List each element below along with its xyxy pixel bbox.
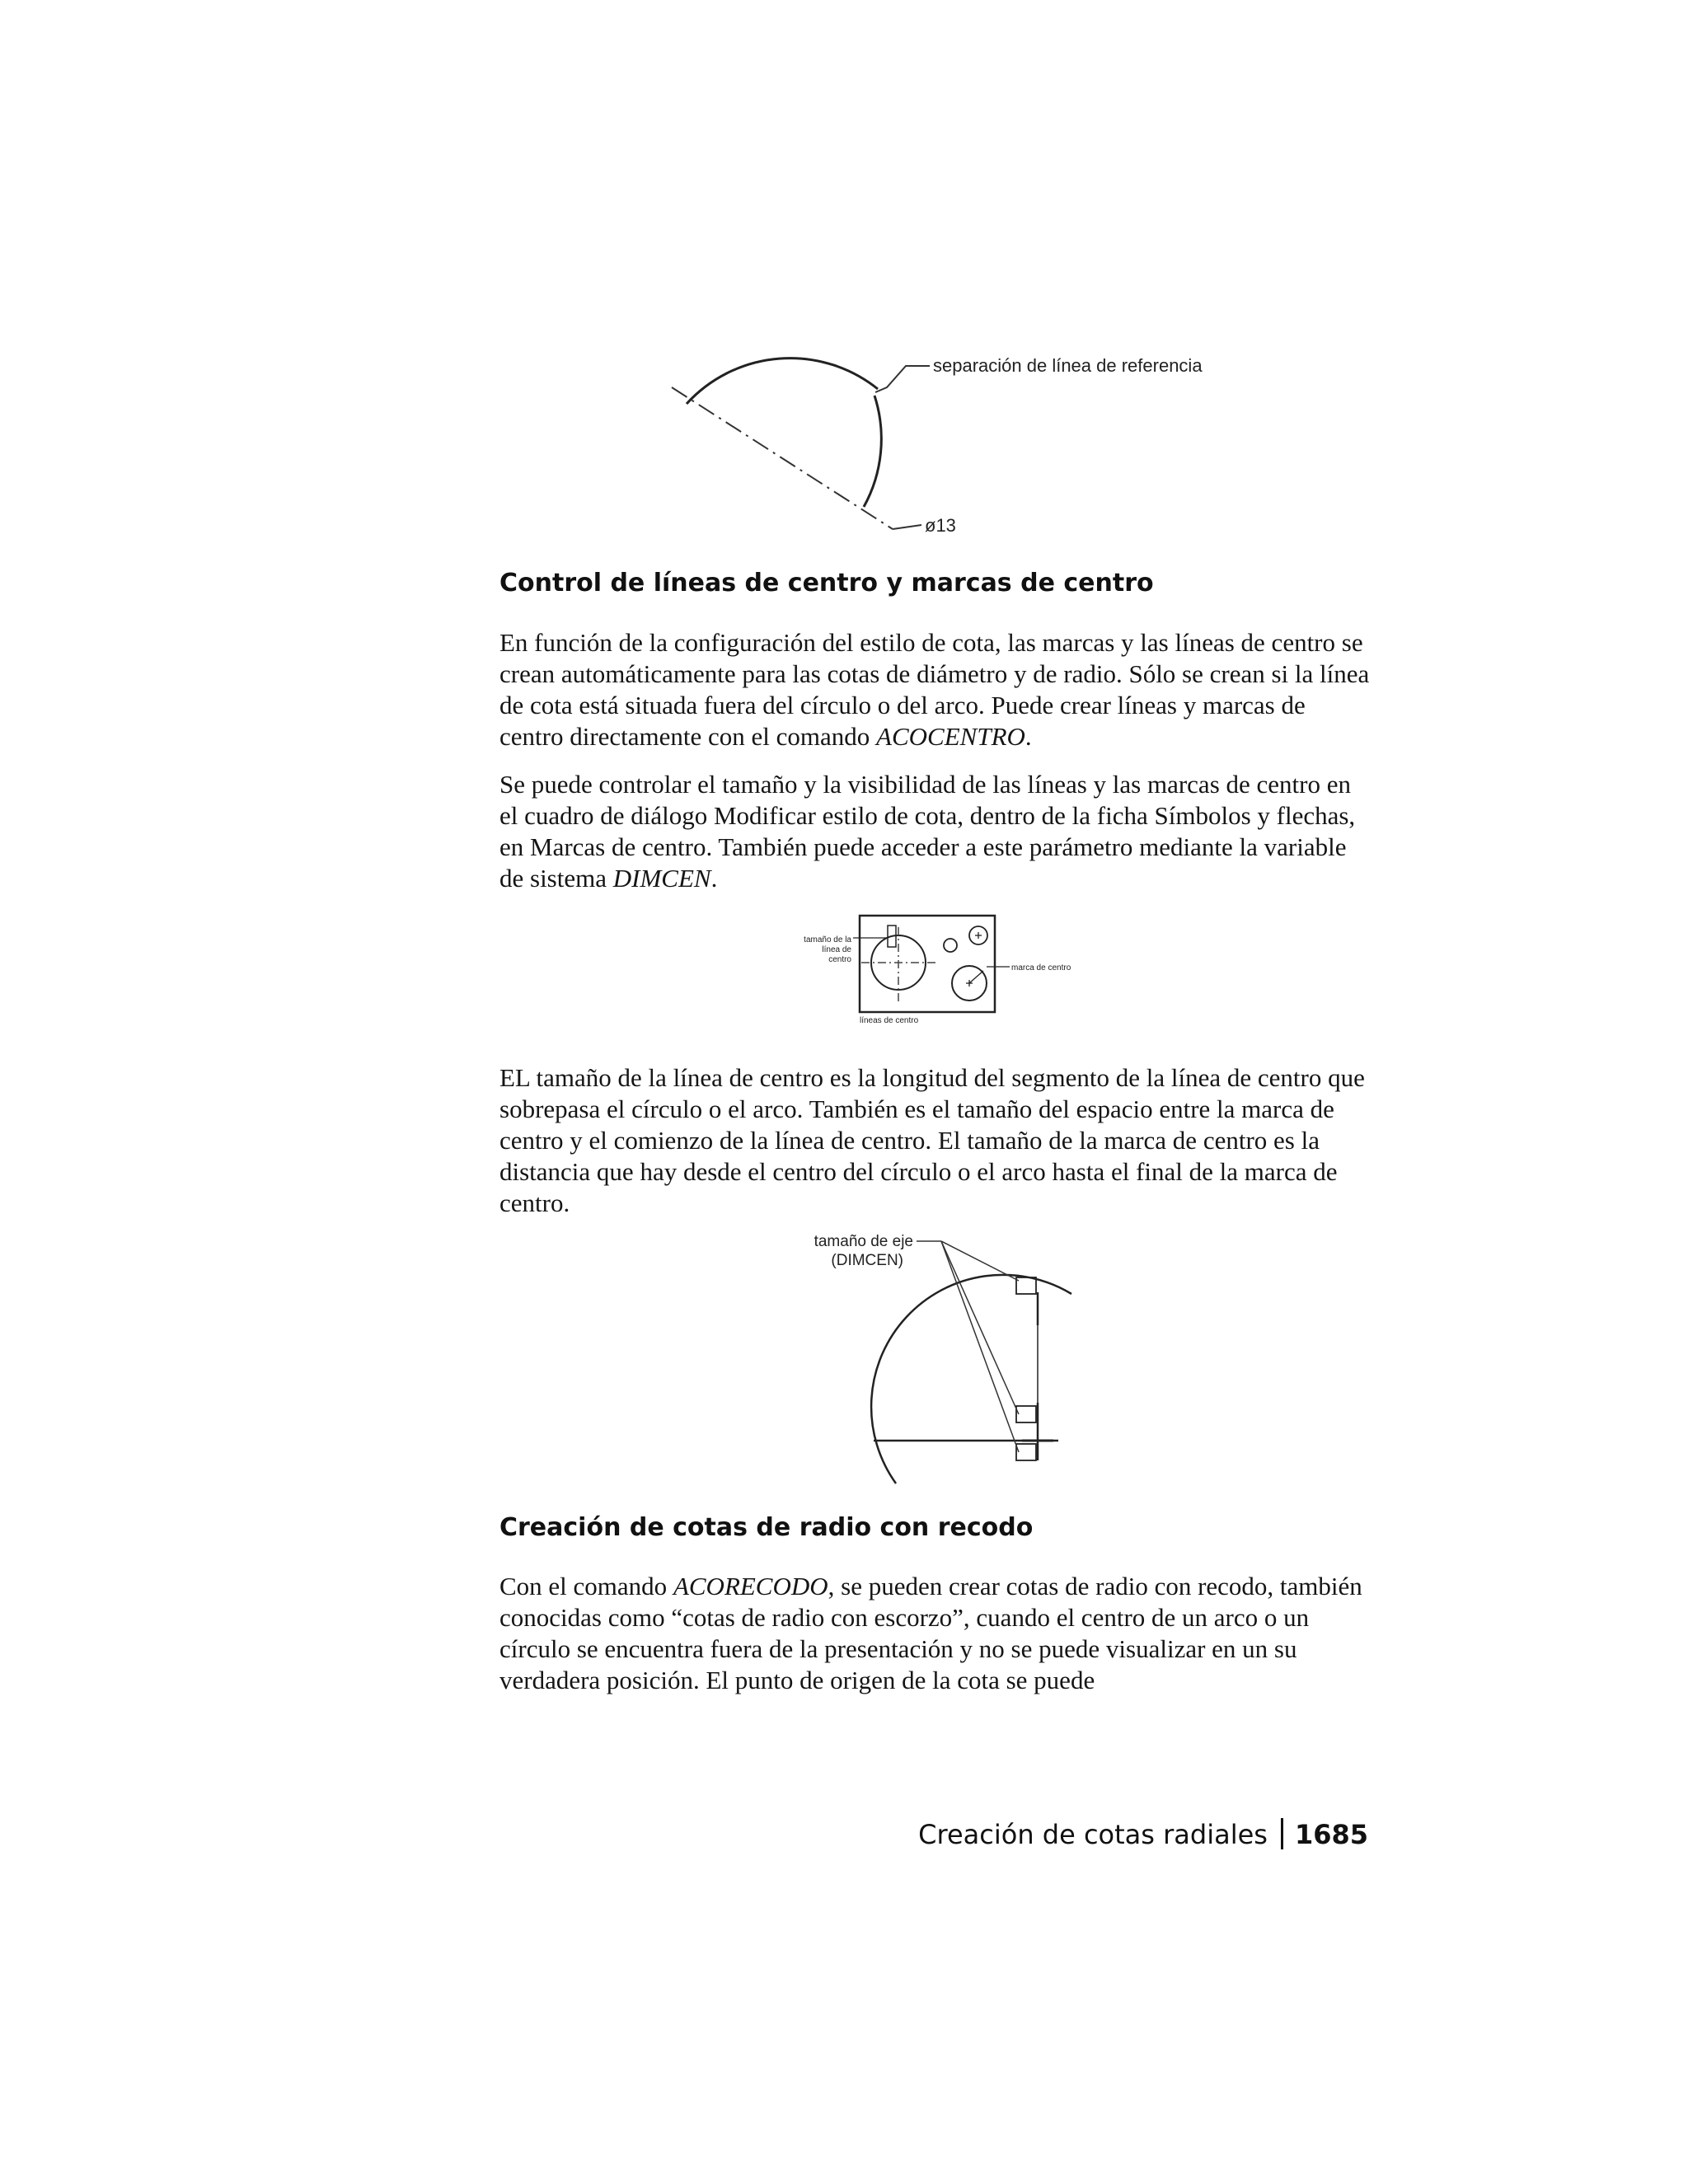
leader-line: [941, 1241, 1019, 1281]
leader-line: [941, 1241, 1019, 1452]
size-label: tamaño de la: [804, 935, 851, 944]
section-heading: Creación de cotas de radio con recodo: [499, 1513, 1034, 1542]
arc: [871, 1275, 1071, 1483]
size-label: línea de: [822, 945, 851, 954]
paragraph-end: .: [710, 864, 718, 893]
center-lines-label: líneas de centro: [860, 1016, 919, 1025]
gap-label: separación de línea de referencia: [933, 355, 1203, 376]
size-bracket: [1016, 1277, 1036, 1294]
variable-name: DIMCEN: [612, 864, 711, 893]
size-label: (DIMCEN): [831, 1252, 903, 1269]
leader-line: [893, 525, 921, 529]
leader-line: [875, 366, 930, 392]
arc: [687, 359, 878, 404]
paragraph: [499, 769, 1373, 894]
arc: [864, 396, 881, 507]
paragraph-end: .: [1025, 722, 1032, 751]
size-bracket: [1016, 1444, 1036, 1460]
paragraph: [499, 627, 1373, 752]
command-name: ACOCENTRO: [876, 722, 1025, 751]
page-number: 1685: [1294, 1819, 1368, 1850]
command-name: ACORECODO: [673, 1572, 828, 1601]
paragraph-text: Con el comando: [499, 1572, 673, 1601]
paragraph-text: Se puede controlar el tamaño y la visibilidad de las líneas y las marcas de centro en el cuadro de diálogo Modificar estilo de cota, dentro de la ficha Símbolos y flechas, en Marcas de centro. También puede acceder a este parámetro mediante la variable de sistema: [499, 770, 1356, 893]
frame: [860, 916, 995, 1012]
center-mark-label: marca de centro: [1011, 963, 1071, 972]
figure-center-marks: [771, 911, 1100, 1034]
dimension-line: [672, 387, 893, 529]
paragraph-text: En función de la configuración del estilo de cota, las marcas y las líneas de centro se crean automáticamente para las cotas de diámetro y de radio. Sólo se crean si la línea de cota está situada fuera del círculo o del arco. Puede crear líneas y marcas de centro directamente con el comando: [499, 628, 1370, 751]
figure-diameter-dimension: [659, 330, 1253, 544]
diameter-label: ø13: [925, 515, 956, 536]
section-heading: Control de líneas de centro y marcas de centro: [499, 569, 1154, 598]
size-bracket: [1016, 1406, 1036, 1422]
paragraph: EL tamaño de la línea de centro es la longitud del segmento de la línea de centro que sobrepasa el círculo o el arco. También es el tamaño del espacio entre la marca de centro y el comienzo de la línea de centro. El tamaño de la marca de centro es la distancia que hay desde el centro del círculo o el arco hasta el final de la marca de centro.: [499, 1063, 1365, 1217]
paragraph-text: , se pueden crear cotas de radio con recodo, también conocidas como “cotas de radio con escorzo”, cuando el centro de un arco o un círculo se encuentra fuera de la presentación y no se puede visualizar en un su verdadera posición. El punto de origen de la cota se puede: [499, 1572, 1362, 1694]
paragraph: [499, 1571, 1373, 1696]
figure-center-size: [791, 1228, 1088, 1492]
leader-line: [941, 1241, 1019, 1414]
footer-section-title: Creación de cotas radiales: [918, 1819, 1268, 1850]
page-footer: [918, 1818, 1368, 1850]
size-label: centro: [828, 955, 851, 964]
footer-separator: [1281, 1818, 1283, 1849]
size-label: tamaño de eje: [814, 1233, 913, 1250]
